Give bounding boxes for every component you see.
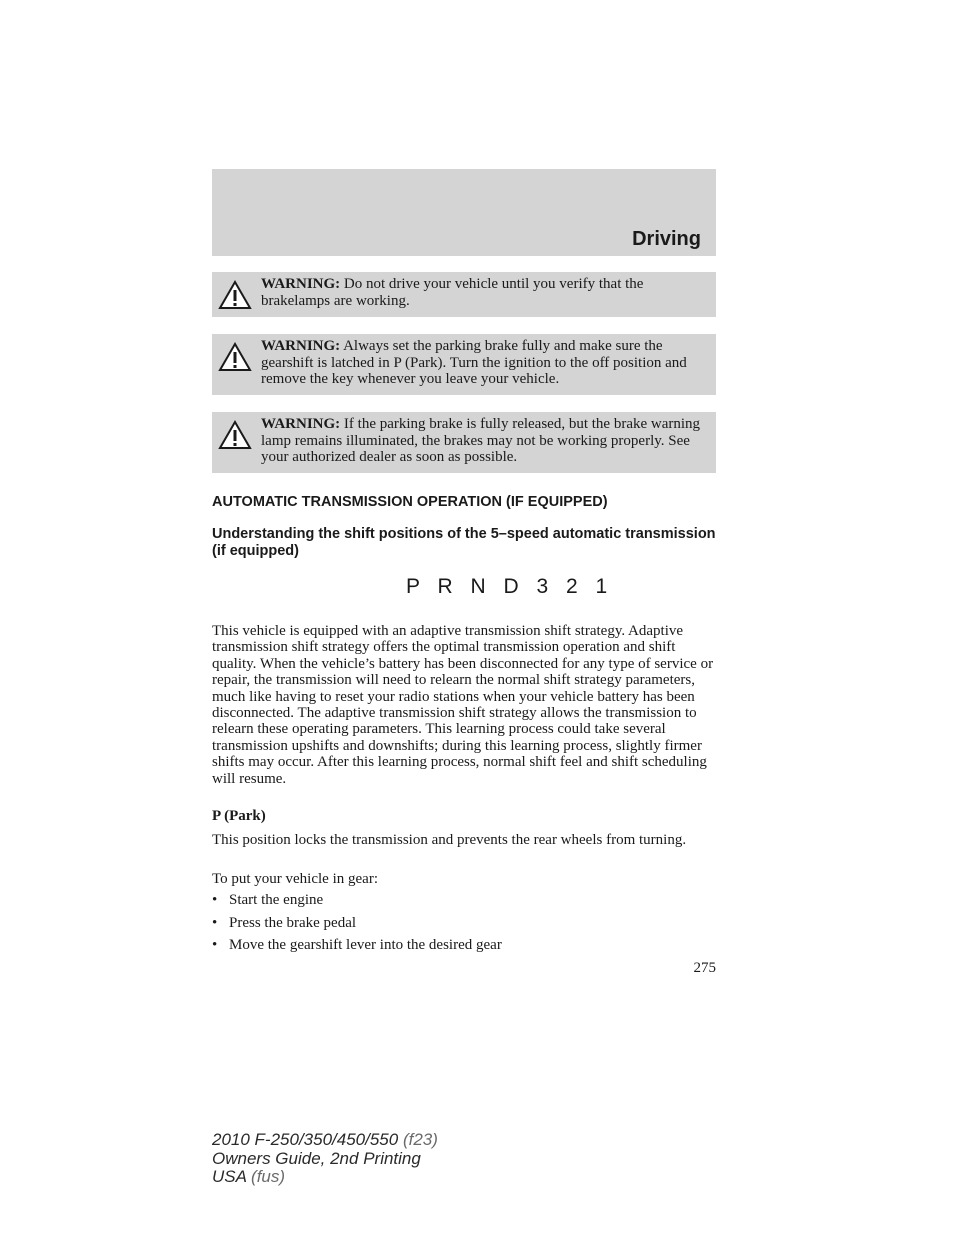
chapter-header	[212, 169, 716, 256]
list-item	[212, 892, 323, 909]
footer-model: 2010 F-250/350/450/550	[212, 1130, 399, 1149]
section-heading: AUTOMATIC TRANSMISSION OPERATION (IF EQUIPPED)	[212, 494, 608, 510]
warning-box-brakelamps	[212, 272, 716, 317]
park-heading: P (Park)	[212, 808, 266, 824]
warning-text: Always set the parking brake fully and make sure the gearshift is latched in P (Park). Turn the ignition to the off position and remove the key whenever you leave your vehicle.	[261, 338, 687, 387]
page-number: 275	[693, 960, 716, 976]
adaptive-strategy-paragraph: This vehicle is equipped with an adaptive transmission shift strategy. Adaptive transmission shift strategy offers the optimal transmission operation and shift quality. When the vehicle’s battery has been disconnected for any type of service or repair, the transmission will need to relearn the normal shift strategy parameters, much like having to reset your radio stations when your vehicle battery has been disconnected. The adaptive transmission shift strategy allows the transmission to relearn these operating parameters. This learning process could take several transmission upshifts and downshifts; during this learning process, slightly firmer shifts may occur. After this learning process, normal shift feel and shift scheduling will resume.	[212, 623, 714, 787]
footer-market-code: (fus)	[246, 1167, 286, 1186]
gear-intro-paragraph: To put your vehicle in gear:	[212, 871, 378, 887]
list-item	[212, 937, 502, 954]
warning-triangle-icon	[218, 280, 252, 310]
park-paragraph: This position locks the transmission and prevents the rear wheels from turning.	[212, 832, 687, 848]
warning-text: If the parking brake is fully released, but the brake warning lamp remains illuminated, the brakes may not be working properly. See your authorized dealer as soon as possible.	[261, 416, 701, 465]
warning-box-parking-brake	[212, 334, 716, 395]
chapter-title: Driving	[632, 228, 701, 250]
warning-label: WARNING:	[261, 416, 341, 432]
footer-market: USA	[212, 1167, 247, 1186]
bullet-icon: •	[212, 937, 218, 953]
warning-triangle-icon	[218, 420, 252, 450]
list-item-text: Press the brake pedal	[229, 915, 357, 931]
list-item	[212, 915, 356, 932]
gear-position-indicator: P R N D 3 2 1	[406, 575, 614, 598]
warning-label: WARNING:	[261, 338, 341, 354]
subsection-heading: Understanding the shift positions of the 5–speed automatic transmission (if equipped)	[212, 526, 716, 559]
list-item-text: Start the engine	[229, 892, 324, 908]
warning-label: WARNING:	[261, 276, 341, 292]
warning-triangle-icon	[218, 342, 252, 372]
warning-box-brake-lamp	[212, 412, 716, 473]
footer-model-code: (f23)	[398, 1130, 438, 1149]
bullet-icon: •	[212, 915, 218, 931]
warning-text: Do not drive your vehicle until you verify that the brakelamps are working.	[261, 276, 644, 309]
document-footer	[212, 1131, 438, 1187]
list-item-text: Move the gearshift lever into the desired gear	[229, 937, 502, 953]
footer-edition: Owners Guide, 2nd Printing	[212, 1148, 421, 1168]
bullet-icon: •	[212, 892, 218, 908]
